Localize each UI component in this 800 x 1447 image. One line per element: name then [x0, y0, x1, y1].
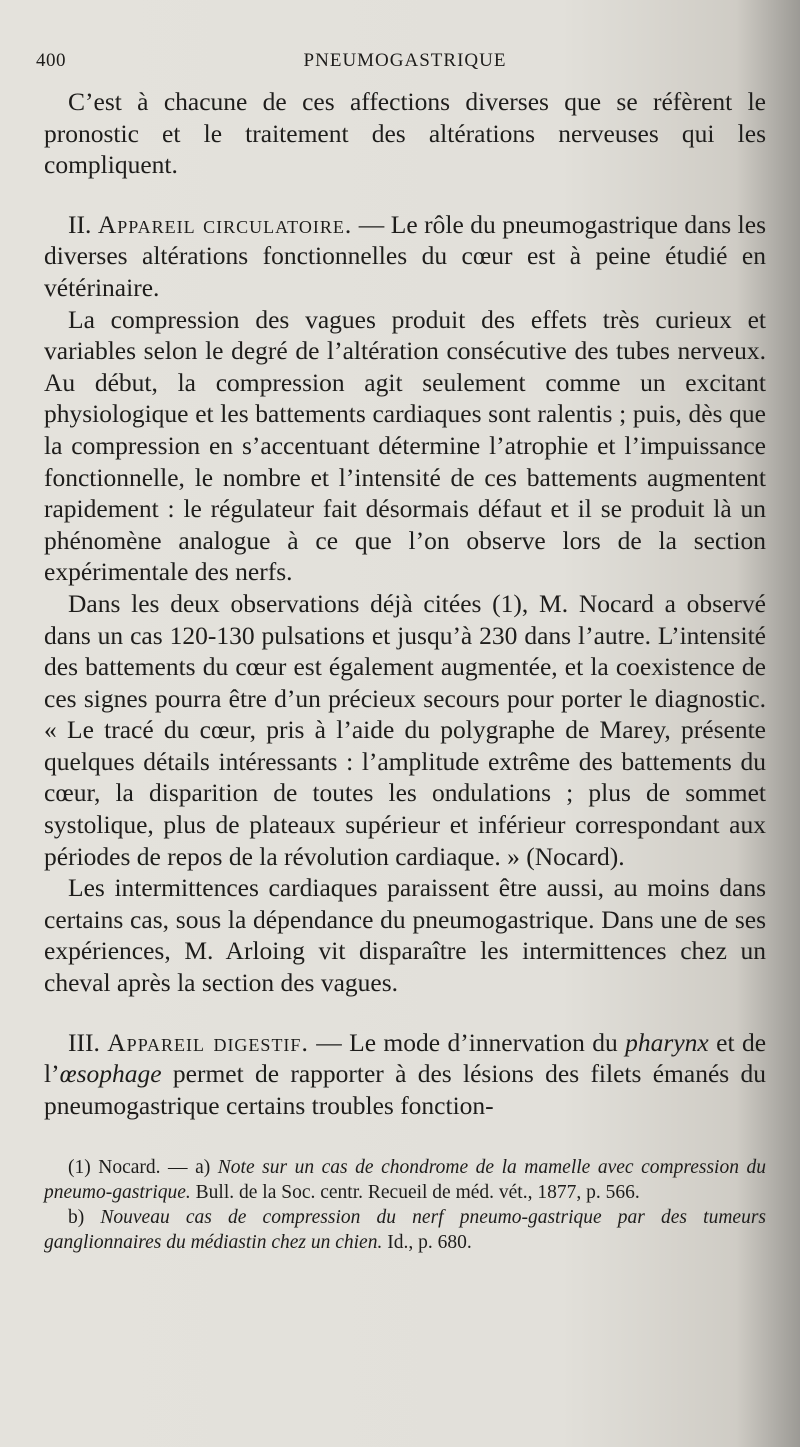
section-lead-paragraph — [44, 1027, 766, 1122]
running-title: PNEUMOGASTRIQUE — [303, 50, 507, 71]
section-lead-text: — Le rôle du pneumogastrique dans les diverses altérations fonctionnelles du cœur est à peine étudié en vétérinaire. — [44, 209, 767, 302]
paragraph-intermittences: Les intermittences cardiaques paraissent être aussi, au moins dans certains cas, sous la dépendance du pneumogastrique. Dans une de ses expériences, M. Arloing vit disparaître les intermittences chez un cheval après la section des vagues. — [44, 873, 766, 998]
term-oesophage: œsophage — [59, 1059, 162, 1089]
section-appareil-circulatoire — [44, 209, 766, 999]
section-title: Appareil digestif. — [107, 1027, 309, 1057]
section-appareil-digestif — [44, 1027, 766, 1122]
section-text: permet de rapporter à des lésions des filets émanés du pneumogastrique certains troubles fonction- — [44, 1059, 766, 1120]
paragraph-observations: Dans les deux observations déjà citées (1), M. Nocard a observé dans un cas 120-130 pulsations et jusqu’à 230 dans l’autre. L’intensité des battements du cœur est également augmentée, et la coexistence de ces signes pourra être d’un précieux secours pour porter le diagnostic. « Le tracé du cœur, pris à l’aide du polygraphe de Marey, présente quelques détails intéressants : l’amplitude extrême des battements du cœur, la disparition de toutes les ondulations ; plus de sommet systolique, plus de plateaux supérieur et inférieur correspondant aux périodes de repos de la révolution cardiaque. » (Nocard). — [44, 588, 766, 871]
footnotes — [44, 1155, 766, 1255]
footnote-title: Nouveau cas de compression du nerf pneumo-gastrique par des tumeurs ganglionnaires du médiastin chez un chien. — [44, 1207, 766, 1254]
section-number: II. — [68, 209, 92, 239]
page-number: 400 — [36, 50, 66, 71]
term-pharynx: pharynx — [625, 1027, 709, 1057]
section-text: — Le mode d’innervation du — [308, 1027, 626, 1057]
section-title: Appareil circulatoire. — [97, 209, 353, 239]
footnote-source: Bull. de la Soc. centr. Recueil de méd. vét., 1877, p. 566. — [190, 1182, 640, 1204]
section-number: III. — [68, 1027, 100, 1057]
intro-paragraph: C’est à chacune de ces affections diverses que se réfèrent le pronostic et le traitement des altérations nerveuses qui les compliquent. — [44, 87, 766, 180]
section-text: et de l’ — [44, 1027, 767, 1089]
footnote-source: Id., p. 680. — [382, 1232, 472, 1254]
footnote-prefix: b) — [68, 1207, 101, 1229]
paragraph-compression: La compression des vagues produit des effets très curieux et variables selon le degré de l’altération consécutive des tubes nerveux. Au début, la compression agit seulement comme un excitant physiologique et les battements cardiaques sont ralentis ; puis, dès que la compression en s’accentuant détermine l’atrophie et l’impuissance fonctionnelle, le nombre et l’intensité de ces battements augmentent rapidement : le régulateur fait désormais défaut et il se produit là un phénomène analogue à ce que l’on observe lors de la section expérimentale des nerfs. — [44, 304, 766, 587]
section-lead-paragraph — [44, 209, 766, 304]
footnote-prefix: (1) Nocard. — a) — [68, 1157, 218, 1179]
footnote-a — [44, 1155, 766, 1205]
footnote-title: Note sur un cas de chondrome de la mamelle avec compression du pneumo-gastrique. — [44, 1157, 766, 1204]
page-header — [36, 50, 766, 80]
footnote-b — [44, 1205, 766, 1255]
body-text — [44, 86, 766, 1121]
